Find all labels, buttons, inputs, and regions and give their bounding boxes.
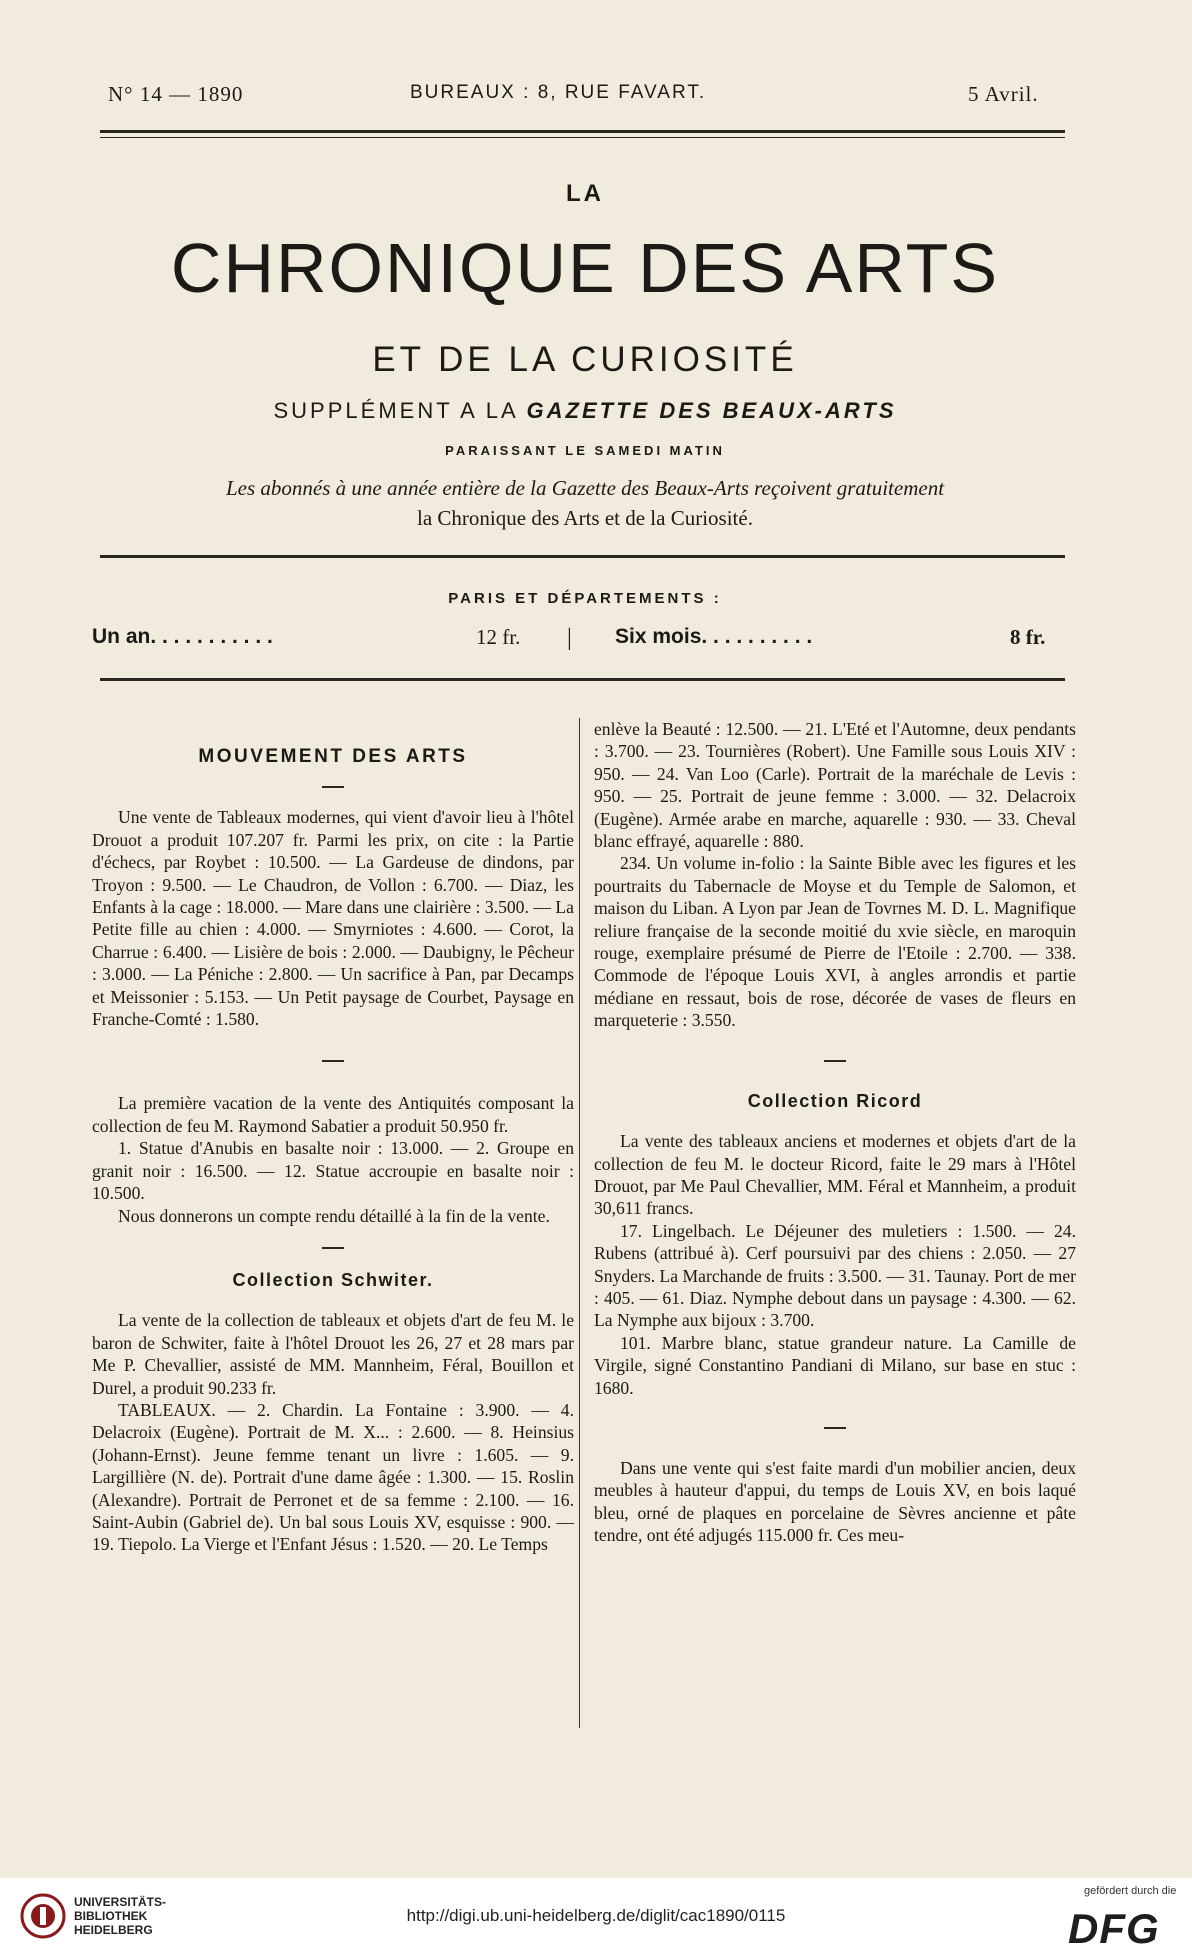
subheading: Collection Schwiter. bbox=[232, 1269, 434, 1290]
sponsor-logo: DFG bbox=[1068, 1905, 1160, 1952]
masthead-title: CHRONIQUE DES ARTS bbox=[170, 229, 1000, 307]
separator-dash bbox=[824, 1427, 846, 1429]
paragraph: La vente des tableaux anciens et modernes et objets d'art de la collection de feu M. le docteur Ricord, faite le 29 mars à l'Hôtel Drouot, par Me Paul Chevallier, MM. Féral et Mannheim, a produit 30,611 francs. bbox=[594, 1131, 1076, 1219]
paragraph: Dans une vente qui s'est faite mardi d'un mobilier ancien, deux meubles à hauteur d'appui, du temps de Louis XV, en bois laqué bleu, orné de plaques en porcelaine de Sèvres ancienne et pâte tendre, ont été adjugés 115.000 fr. Ces meu- bbox=[594, 1457, 1076, 1546]
masthead-article: LA bbox=[566, 180, 604, 207]
header-rule-thin bbox=[100, 137, 1065, 138]
paragraph: 101. Marbre blanc, statue grandeur nature. La Camille de Virgile, signé Constantino Pandiani di Milano, sur base en stuc : 1680. bbox=[594, 1332, 1076, 1398]
subscription-heading: PARIS ET DÉPARTEMENTS : bbox=[448, 590, 722, 607]
price-separator: | bbox=[567, 625, 572, 651]
office-address: BUREAUX : 8, RUE FAVART. bbox=[410, 82, 707, 103]
publication-schedule: PARAISSANT LE SAMEDI MATIN bbox=[445, 443, 725, 458]
subheading: Collection Ricord bbox=[747, 1090, 923, 1111]
supplement-journal: GAZETTE DES BEAUX-ARTS bbox=[526, 398, 897, 423]
issue-date: 5 Avril. bbox=[968, 82, 1039, 106]
subscriber-note-line1: Les abonnés à une année entière de la Gazette des Beaux-Arts reçoivent gratuitement bbox=[225, 476, 945, 500]
column-divider bbox=[579, 718, 580, 1728]
issue-number: N° 14 — 1890 bbox=[108, 82, 244, 106]
half-year-subscription-price: 8 fr. bbox=[1010, 625, 1046, 649]
separator-dash bbox=[322, 1247, 344, 1249]
subscriber-note-line2: la Chronique des Arts et de la Curiosité. bbox=[417, 506, 753, 530]
year-subscription-price: 12 fr. bbox=[476, 625, 521, 649]
subscriber-note bbox=[90, 473, 1080, 533]
right-column bbox=[594, 718, 1076, 1547]
half-year-subscription-label: Six mois. . . . . . . . . . bbox=[615, 625, 813, 648]
separator-dash bbox=[824, 1060, 846, 1062]
paragraph: 234. Un volume in-folio : la Sainte Bible avec les figures et les pourtraits du Tabernacle de Moyse et du Temple de Salomon, et maison du Liban. A Lyon par Jean de Tovrnes M. D. L. Magnifique reliure française de la seconde moitié du xvie siècle, en maroquin rouge, exemplaire présumé de Pierre de l'Etoile : 2.700. — 338. Commode de l'époque Louis XVI, à angles arrondis et partie médiane en ressaut, bois de rose, décorée de vases de fleurs en marqueterie : 3.550. bbox=[594, 853, 1076, 1031]
institution-line: HEIDELBERG bbox=[74, 1923, 153, 1937]
paragraph: enlève la Beauté : 12.500. — 21. L'Eté et l'Automne, deux pendants : 3.700. — 23. Tournières (Robert). Une Famille sous Louis XIV : 950. — 24. Van Loo (Carle). Portrait de la maréchale de Levis : 950. — 25. Portrait de jeune femme : 3.000. — 32. Delacroix (Eugène). Armée arabe en marche, aquarelle : 930. — 33. Cheval blanc effrayé, aquarelle : 880. bbox=[594, 719, 1076, 852]
header-rule bbox=[100, 130, 1065, 133]
paragraph: TABLEAUX. — 2. Chardin. La Fontaine : 3.900. — 4. Delacroix (Eugène). Portrait de M. X... : 2.600. — 8. Heinsius (Johann-Ernst). Jeune femme tenant un livre : 1.605. — 9. Largillière (N. de). Portrait d'une dame âgée : 1.300. — 15. Roslin (Alexandre). Portrait de Perronet et de sa femme : 2.100. — 16. Saint-Aubin (Gabriel de). Un bal sous Louis XV, esquisse : 900. — 19. Tiepolo. La Vierge et l'Enfant Jésus : 1.520. — 20. Le Temps bbox=[92, 1399, 574, 1555]
institution-line: BIBLIOTHEK bbox=[74, 1909, 148, 1923]
separator-dash bbox=[322, 786, 344, 788]
paragraph: Nous donnerons un compte rendu détaillé à la fin de la vente. bbox=[118, 1205, 550, 1226]
institution-line: UNIVERSITÄTS- bbox=[74, 1895, 167, 1909]
paragraph: 1. Statue d'Anubis en basalte noir : 13.000. — 2. Groupe en granit noir : 16.500. — 12. Statue accroupie en basalte noir : 10.500. bbox=[92, 1138, 574, 1204]
paragraph: La première vacation de la vente des Antiquités composant la collection de feu M. Raymond Sabatier a produit 50.950 fr. bbox=[92, 1093, 574, 1136]
section-title: MOUVEMENT DES ARTS bbox=[198, 746, 468, 767]
supplement-line bbox=[90, 398, 1080, 424]
paragraph: 17. Lingelbach. Le Déjeuner des muletiers : 1.500. — 24. Rubens (attribué à). Cerf poursuivi par des chiens : 2.050. — 27 Snyders. La Marchande de fruits : 3.500. — 31. Taunay. Port de mer : 405. — 61. Diaz. Nymphe debout dans un paysage : 4.300. — 62. La Nymphe aux bijoux : 3.700. bbox=[594, 1220, 1076, 1331]
paragraph: La vente de la collection de tableaux et objets d'art de feu M. le baron de Schwiter, faite à l'hôtel Drouot les 26, 27 et 28 mars par Me P. Chevallier, assisté de MM. Mannheim, Féral, Bouillon et Durel, a produit 90.233 fr. bbox=[92, 1310, 574, 1398]
sponsor-label: gefördert durch die bbox=[1084, 1885, 1177, 1897]
masthead-subtitle: ET DE LA CURIOSITÉ bbox=[372, 340, 798, 379]
separator-dash bbox=[322, 1060, 344, 1062]
subscription-rule bbox=[100, 678, 1065, 681]
permalink[interactable]: http://digi.ub.uni-heidelberg.de/diglit/cac1890/0115 bbox=[406, 1906, 786, 1925]
left-column bbox=[92, 718, 574, 1556]
supplement-prefix: SUPPLÉMENT A LA bbox=[273, 398, 518, 423]
paragraph: Une vente de Tableaux modernes, qui vient d'avoir lieu à l'hôtel Drouot a produit 107.207 fr. Parmi les prix, on cite : la Partie d'échecs, par Roybet : 10.500. — La Gardeuse de dindons, par Troyon : 9.500. — Le Chaudron, de Vollon : 6.700. — Diaz, les Enfants à la cage : 18.000. — Mare dans une clairière : 3.500. — La Petite fille au chien : 4.000. — Smyrniotes : 4.600. — Corot, la Charrue : 6.400. — Lisière de bois : 2.000. — Daubigny, le Pêcheur : 3.000. — La Péniche : 2.800. — Un sacrifice à Pan, par Decamps et Meissonier : 5.153. — Un Petit paysage de Courbet, Paysage en Franche-Comté : 1.580. bbox=[92, 807, 574, 1030]
masthead-rule bbox=[100, 555, 1065, 558]
year-subscription-label: Un an. . . . . . . . . . . bbox=[92, 625, 273, 648]
